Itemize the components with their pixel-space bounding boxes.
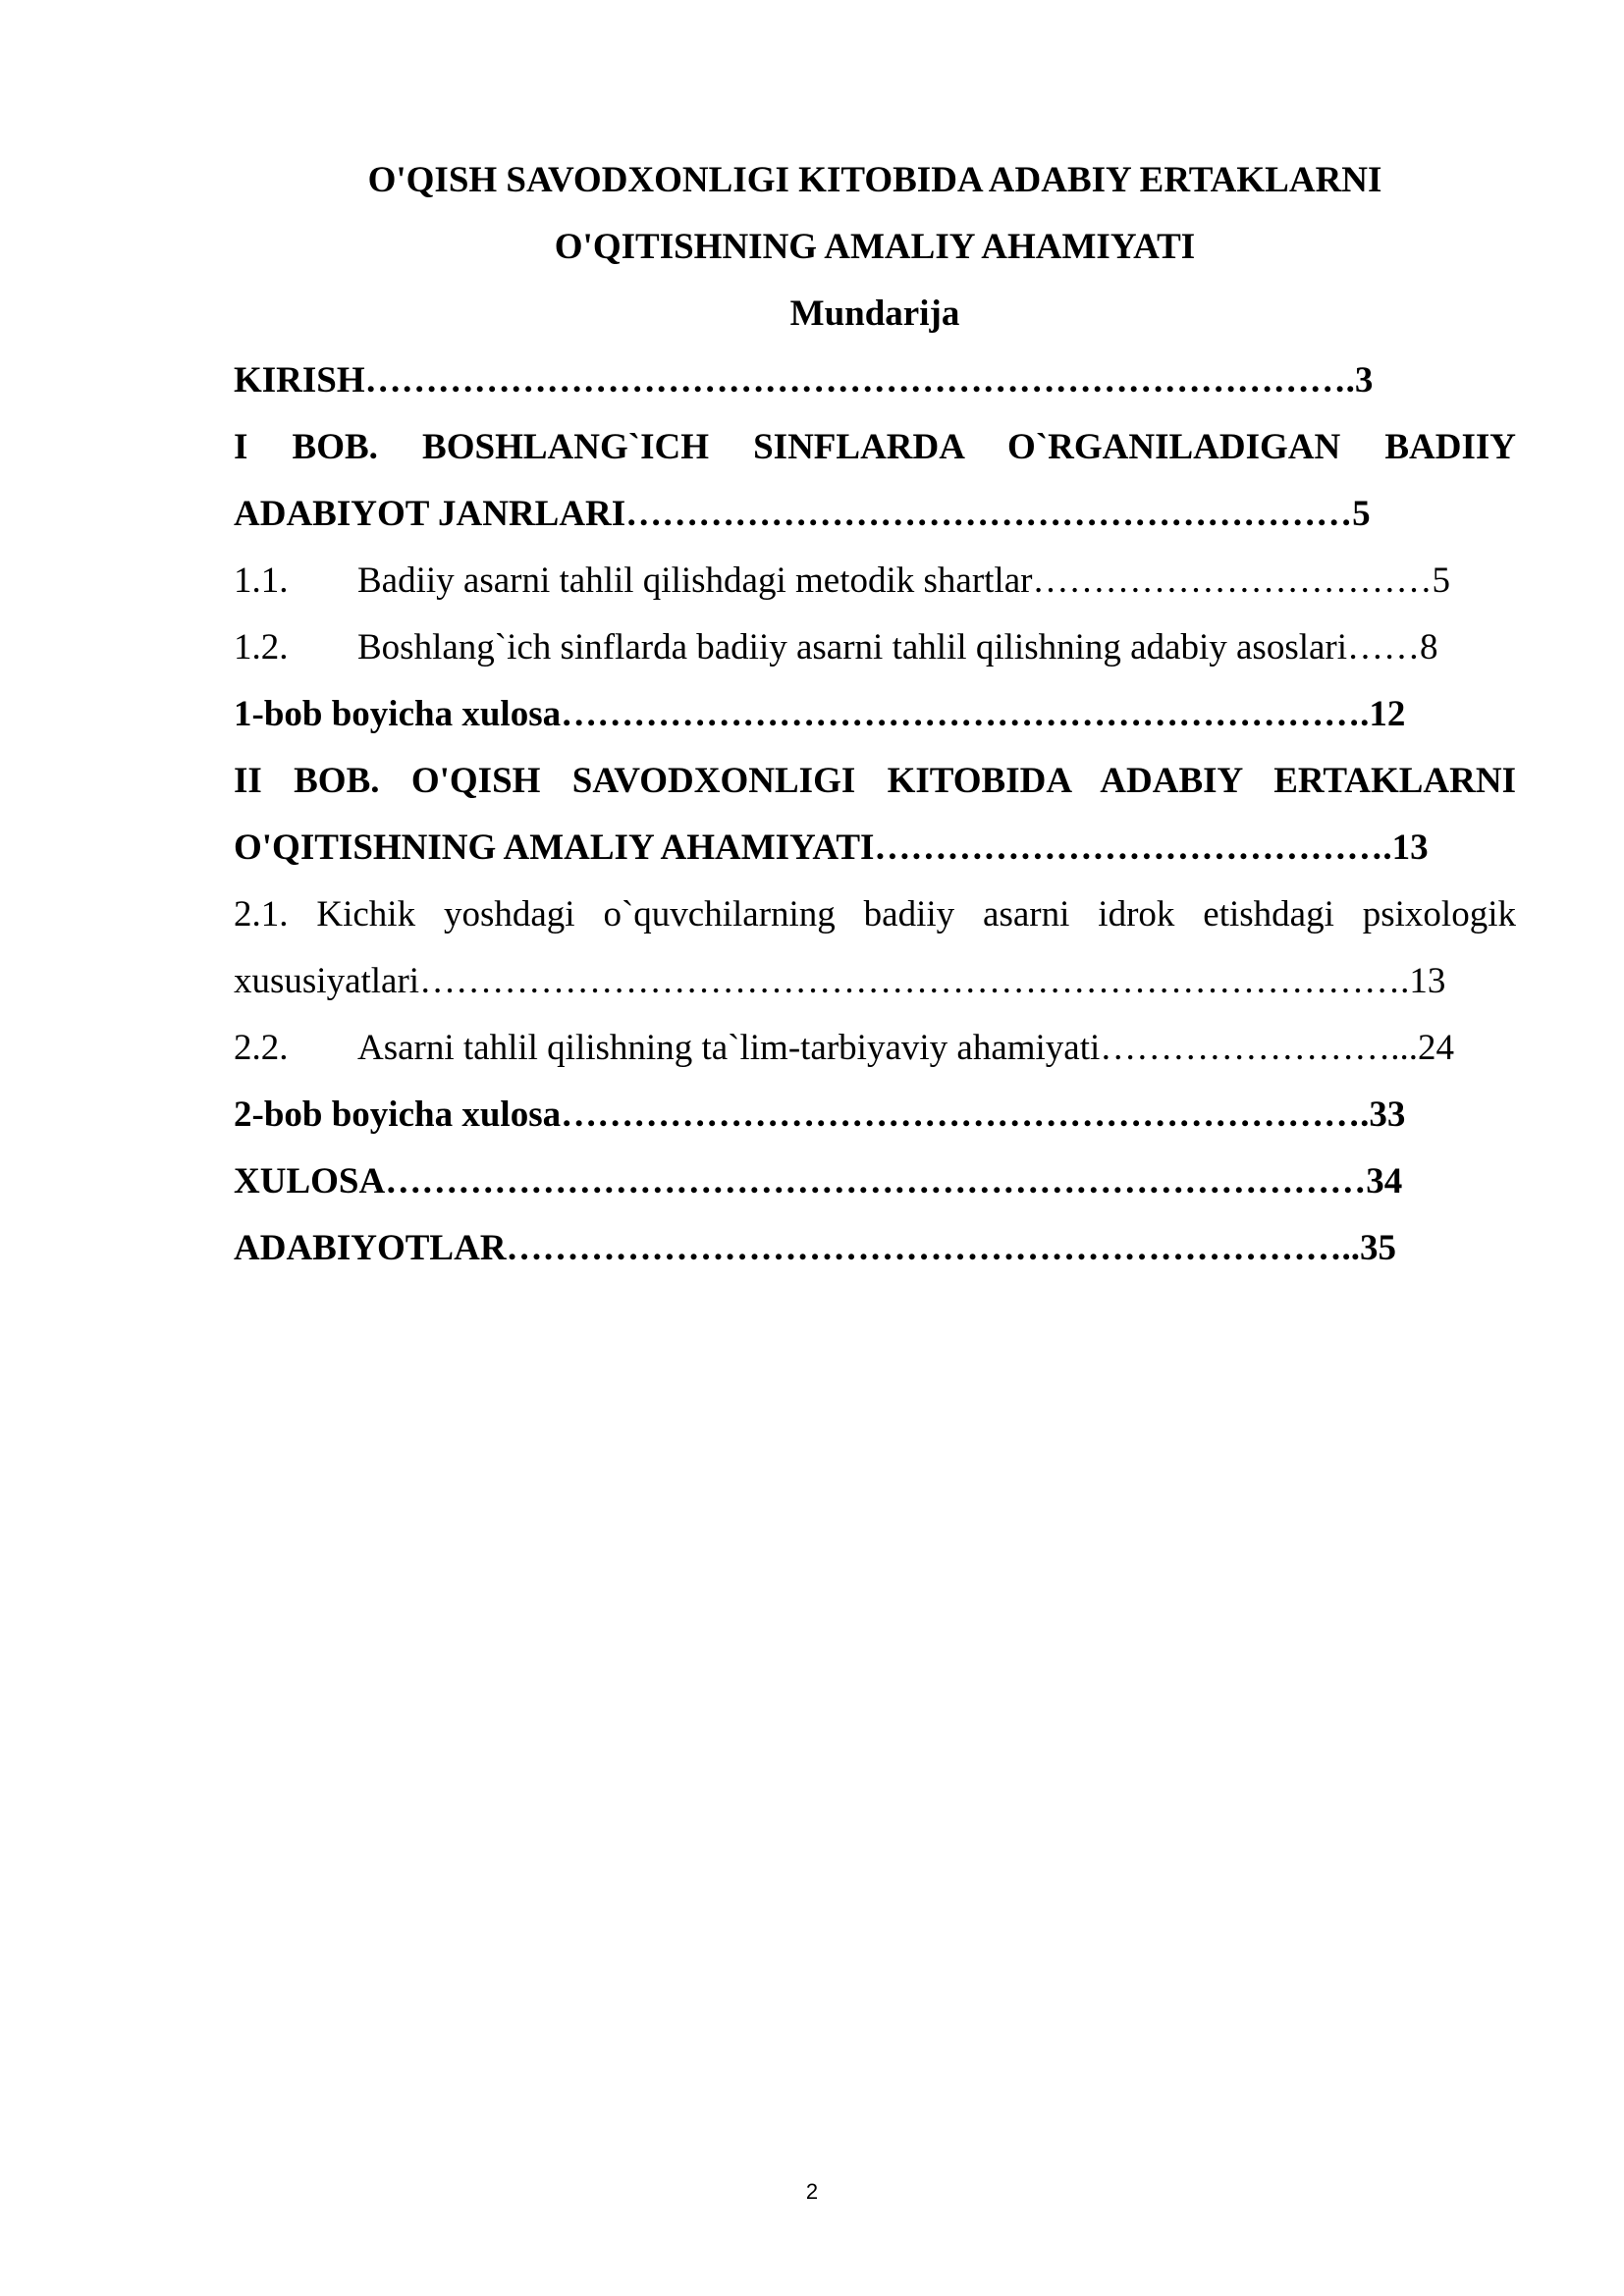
toc-entry-section-2-1-line-1: 2.1. Kichik yoshdagi o`quvchilarning badiiy asarni idrok etishdagi psixologik: [234, 894, 1516, 934]
toc-entry-xulosa: XULOSA………………………………………………………………………34: [234, 1161, 1403, 1201]
document-title-line-2: O'QITISHNING AMALIY AHAMIYATI: [554, 227, 1196, 267]
section-title: Boshlang`ich sinflarda badiiy asarni tahlil qilishning adabiy asoslari……8: [357, 627, 1438, 667]
document-title-line-1: O'QISH SAVODXONLIGI KITOBIDA ADABIY ERTAKLARNI: [367, 160, 1382, 200]
toc-entry-section-1-2: [234, 614, 1516, 681]
toc-entry-chapter-2-summary: 2-bob boyicha xulosa………………………………………………………….33: [234, 1095, 1406, 1135]
toc-entry-section-1-1: [234, 548, 1516, 614]
toc-entry-chapter-2-line-2: O'QITISHNING AMALIY AHAMIYATI…………………………………….13: [234, 828, 1429, 868]
toc-entry-chapter-1-line-2: ADABIYOT JANRLARI……………………………………………………5: [234, 494, 1371, 534]
section-number: 1.2.: [234, 627, 289, 667]
table-of-contents: [234, 147, 1516, 1282]
contents-heading: Mundarija: [789, 294, 960, 334]
section-number: 2.2.: [234, 1028, 289, 1068]
section-title: Badiiy asarni tahlil qilishdagi metodik shartlar……………………………5: [357, 561, 1450, 601]
toc-entry-kirish: KIRISH……………………………………………………………………….3: [234, 360, 1374, 400]
toc-entry-chapter-2-line-1: II BOB. O'QISH SAVODXONLIGI KITOBIDA ADABIY ERTAKLARNI: [234, 761, 1516, 801]
toc-entry-chapter-1-summary: 1-bob boyicha xulosa………………………………………………………….12: [234, 694, 1406, 734]
section-number: 1.1.: [234, 561, 289, 601]
toc-entry-chapter-1-line-1: I BOB. BOSHLANG`ICH SINFLARDA O`RGANILADIGAN BADIIY: [234, 427, 1516, 467]
section-title: Asarni tahlil qilishning ta`lim-tarbiyaviy ahamiyati……………………...24: [357, 1028, 1455, 1068]
toc-entry-adabiyotlar: ADABIYOTLAR……………………………………………………………..35: [234, 1228, 1397, 1268]
toc-entry-section-2-2: [234, 1015, 1516, 1082]
toc-entry-section-2-1-line-2: xususiyatlari……………………………………………………………………….13: [234, 961, 1446, 1001]
page-number: 2: [805, 2179, 819, 2204]
